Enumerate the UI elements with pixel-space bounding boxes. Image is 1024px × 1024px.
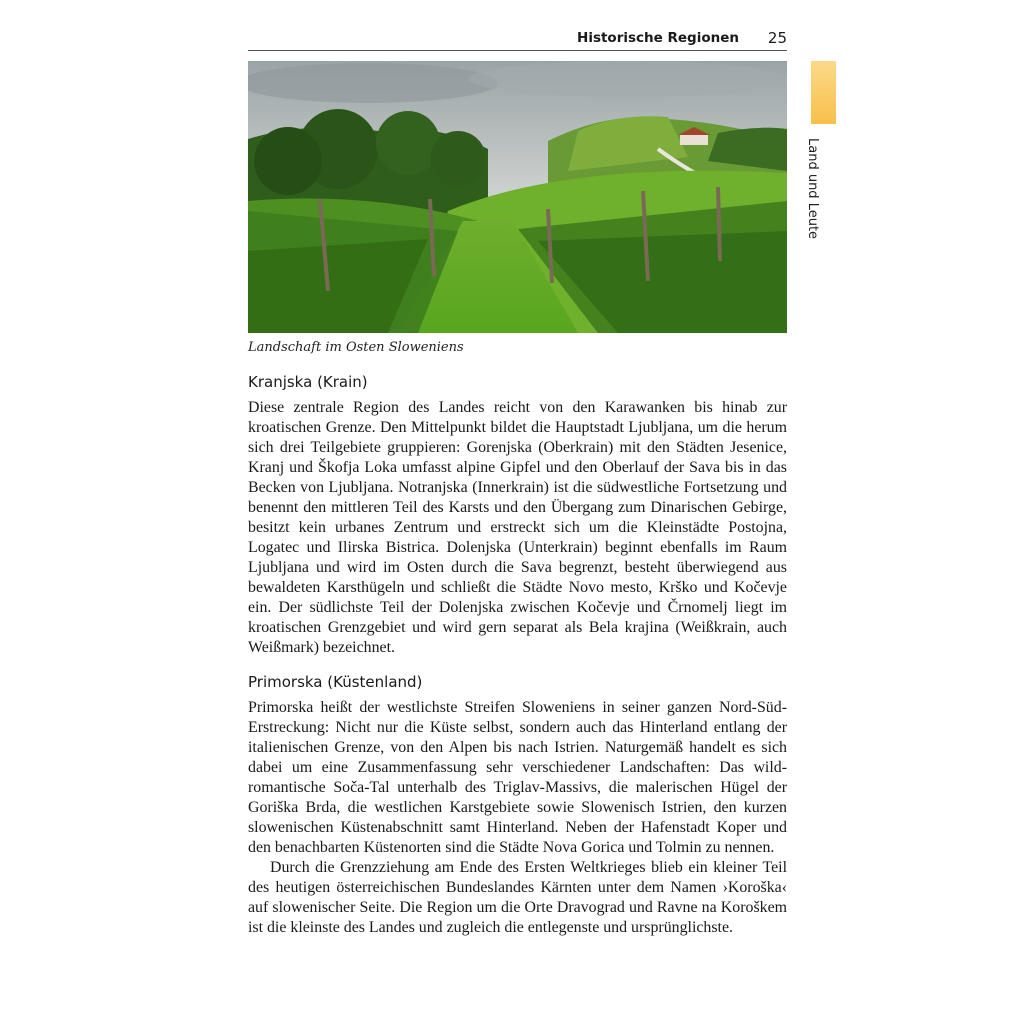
section-heading-primorska: Primorska (Küstenland) xyxy=(248,673,423,691)
page-number: 25 xyxy=(767,29,787,47)
paragraph: Primorska heißt der westlichste Streifen Sloweniens in seiner ganzen Nord-Süd-Erstreckung: Nicht nur die Küste selbst, sondern auch das Hinterland entlang der italienischen Grenze, von den Alpen bis nach Istrien. Naturgemäß handelt es sich dabei um eine Zusammenfassung sehr verschiedener Landschaften: Das wild-romantische Soča-Tal unterhalb des Triglav-Massivs, die malerischen Hügel der Goriška Brda, die westlichen Karstgebiete sowie Slowenisch Istrien, den kurzen slowenischen Küstenabschnitt samt Hinterland. Neben der Hafenstadt Koper und den benachbarten Küstenorten sind die Städte Nova Gorica und Tolmin zu nennen. xyxy=(248,699,787,856)
chapter-tab-color xyxy=(811,61,836,124)
running-header xyxy=(248,28,787,51)
section-heading-kranjska: Kranjska (Krain) xyxy=(248,373,368,391)
section-body-primorska xyxy=(248,698,787,938)
paragraph: Durch die Grenzziehung am Ende des Ersten Weltkrieges blieb ein kleiner Teil des heutigen österreichischen Bundeslandes Kärnten unter dem Namen ›Koroška‹ auf slowenischer Seite. Die Region um die Orte Dravograd und Ravne na Koroškem ist die kleinste des Landes und zugleich die entlegenste und ursprünglichste. xyxy=(248,859,787,936)
chapter-tab-label: Land und Leute xyxy=(805,138,820,240)
vineyard-photo xyxy=(248,61,787,333)
figure-caption: Landschaft im Osten Sloweniens xyxy=(248,340,464,355)
running-title: Historische Regionen xyxy=(577,30,739,46)
paragraph: Diese zentrale Region des Landes reicht von den Karawanken bis hinab zur kroatischen Grenze. Den Mittelpunkt bildet die Hauptstadt Ljubljana, um die herum sich drei Teilgebiete gruppieren: Gorenjska (Oberkrain) mit den Städten Jesenice, Kranj und Škofja Loka umfasst alpine Gipfel und den Oberlauf der Sava bis in das Becken von Ljubljana. Notranjska (Innerkrain) ist die südwestliche Fortsetzung und benennt den mittleren Teil des Karsts und den Übergang zum Dinarischen Gebirge, besitzt kein urbanes Zentrum und erstreckt sich um die Kleinstädte Postojna, Logatec und Ilirska Bistrica. Dolenjska (Unterkrain) beginnt ebenfalls im Raum Ljubljana und wird im Osten durch die Sava begrenzt, besteht überwiegend aus bewaldeten Karsthügeln und schließt die Städte Novo mesto, Krško und Kočevje ein. Der südlichste Teil der Dolenjska zwischen Kočevje und Črnomelj liegt im kroatischen Grenzgebiet und wird gern separat als Bela krajina (Weißkrain, auch Weißmark) bezeichnet. xyxy=(248,399,787,656)
section-body-kranjska xyxy=(248,398,787,658)
